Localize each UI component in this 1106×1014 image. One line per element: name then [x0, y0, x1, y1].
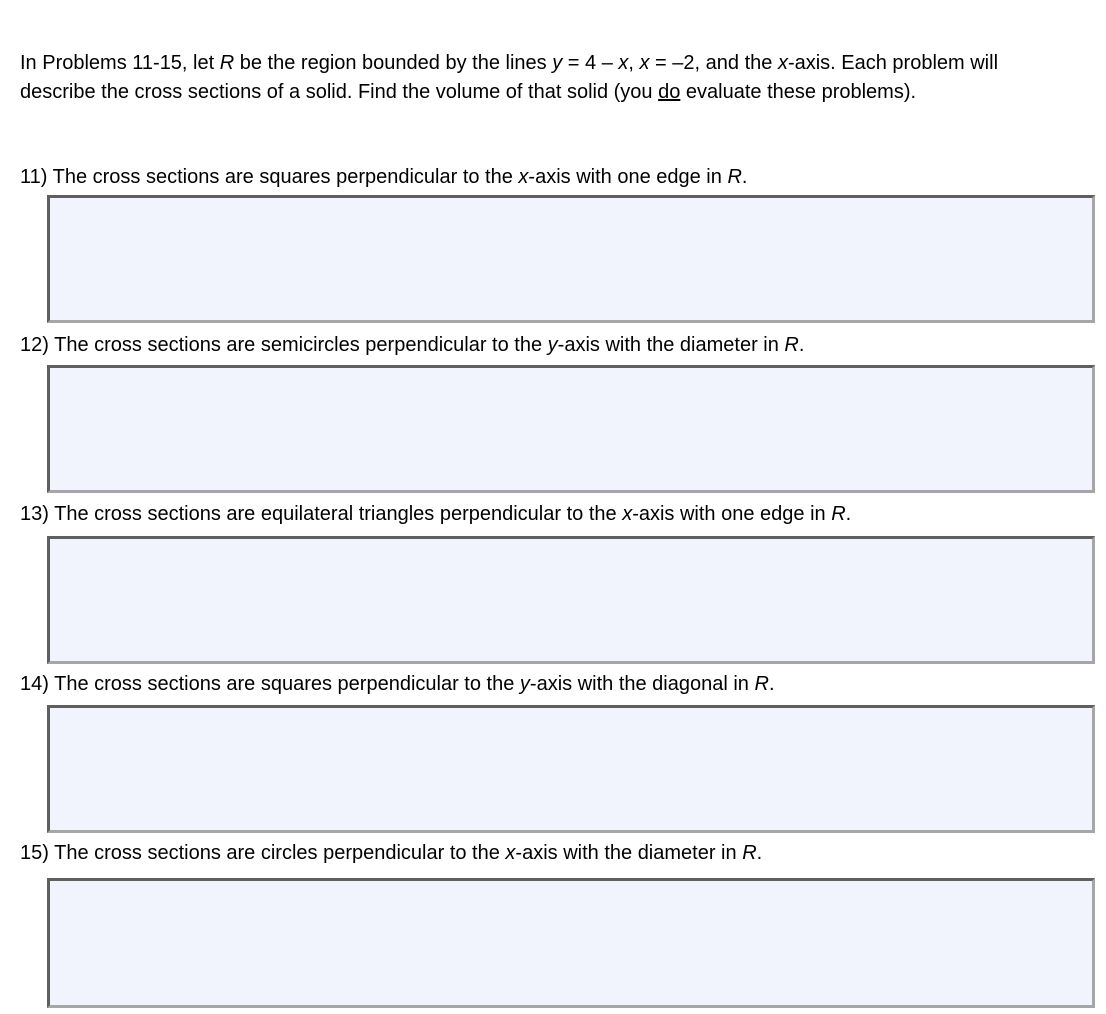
problem-11-answer-box[interactable]: [47, 195, 1095, 323]
axis-variable: y: [547, 334, 558, 356]
intro-text: be the region bounded by the lines: [234, 52, 553, 74]
problem-text: .: [798, 334, 805, 356]
problem-12-label: [20, 333, 804, 357]
problem-text: -axis with the diameter in: [515, 842, 743, 864]
problem-12-answer-box[interactable]: [47, 365, 1095, 493]
x-variable: x: [639, 52, 650, 74]
region-variable: R: [727, 166, 742, 188]
intro-text: = 4 –: [562, 52, 619, 74]
axis-variable: x: [505, 842, 516, 864]
region-variable: R: [742, 842, 757, 864]
region-variable: R: [754, 673, 769, 695]
intro-text: In Problems 11-15, let: [20, 52, 220, 74]
problem-text: 11) The cross sections are squares perpendicular to the: [20, 166, 519, 188]
problem-text: -axis with one edge in: [528, 166, 728, 188]
problem-text: 14) The cross sections are squares perpendicular to the: [20, 673, 520, 695]
axis-variable: x: [518, 166, 529, 188]
problem-13-label: [20, 502, 851, 526]
intro-text: ,: [628, 52, 640, 74]
problem-instructions: [20, 49, 1020, 107]
problem-11-label: [20, 165, 747, 189]
problem-15-answer-box[interactable]: [47, 878, 1095, 1008]
problem-text: -axis with one edge in: [632, 503, 832, 525]
problem-text: 15) The cross sections are circles perpendicular to the: [20, 842, 506, 864]
region-variable: R: [831, 503, 846, 525]
problem-14-label: [20, 672, 775, 696]
problem-text: .: [768, 673, 775, 695]
problem-text: .: [845, 503, 852, 525]
problem-text: -axis with the diameter in: [557, 334, 785, 356]
intro-text: -axis. Each problem will describe the cross sections of a solid. Find the volume of that solid (you: [20, 52, 999, 103]
problem-text: .: [741, 166, 748, 188]
problem-text: 13) The cross sections are equilateral triangles perpendicular to the: [20, 503, 623, 525]
x-variable: x: [618, 52, 629, 74]
emphasis-do: do: [658, 81, 681, 103]
region-variable: R: [219, 52, 235, 74]
region-variable: R: [784, 334, 799, 356]
problem-text: .: [756, 842, 763, 864]
axis-variable: x: [622, 503, 633, 525]
intro-text: = –2, and the: [649, 52, 778, 74]
problem-text: -axis with the diagonal in: [529, 673, 755, 695]
problem-15-label: [20, 841, 762, 865]
problem-14-answer-box[interactable]: [47, 705, 1095, 833]
x-variable: x: [777, 52, 788, 74]
problem-text: 12) The cross sections are semicircles perpendicular to the: [20, 334, 548, 356]
problem-13-answer-box[interactable]: [47, 536, 1095, 664]
y-variable: y: [552, 52, 563, 74]
intro-text: evaluate these problems).: [680, 81, 917, 103]
axis-variable: y: [519, 673, 530, 695]
